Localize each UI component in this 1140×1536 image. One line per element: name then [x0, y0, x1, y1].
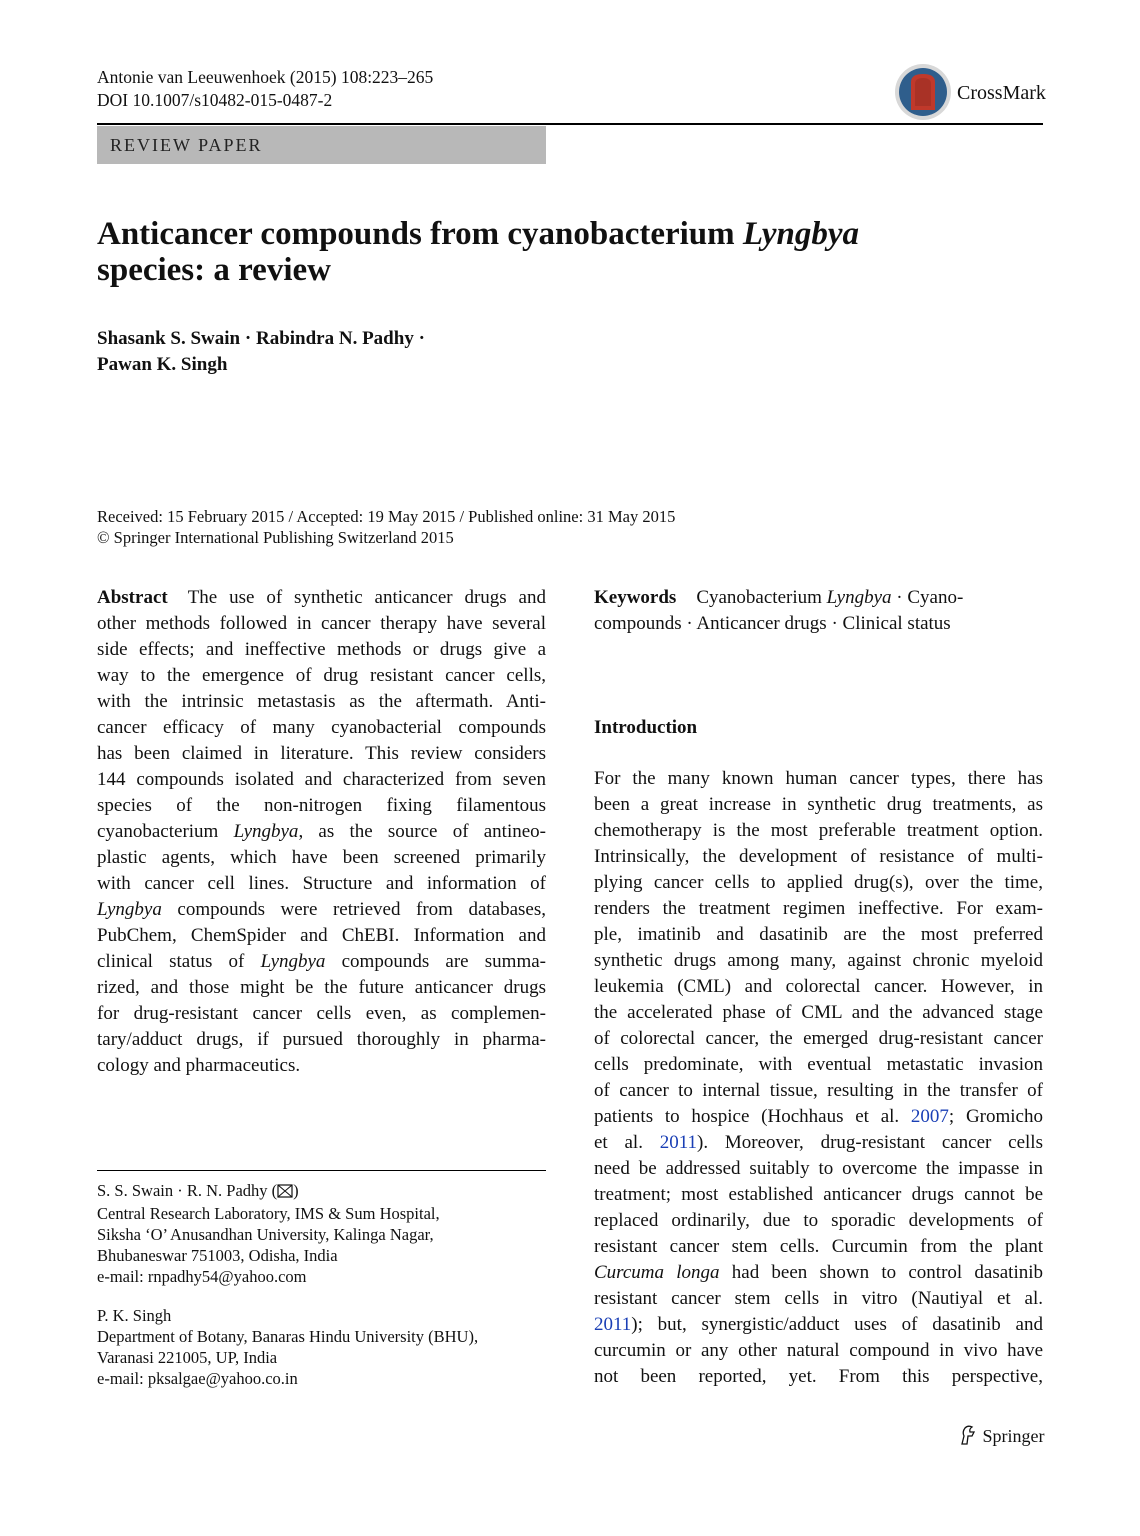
citation-link[interactable]: 2011: [659, 1132, 698, 1153]
publication-dates: [97, 506, 675, 548]
introduction-line: leukemia (CML) and colorectal cancer. However, in: [594, 976, 1043, 997]
introduction-line: 2011); but, synergistic/adduct uses of dasatinib and: [594, 1314, 1043, 1335]
affiliation-names: S. S. Swain · R. N. Padhy (: [97, 1181, 278, 1200]
introduction-line: renders the treatment regimen ineffective. For exam-: [594, 898, 1043, 919]
copyright-line: © Springer International Publishing Switzerland 2015: [97, 528, 454, 547]
author-separator: ·: [240, 328, 256, 349]
author-name[interactable]: Rabindra N. Padhy: [255, 328, 414, 349]
abstract-line: other methods followed in cancer therapy have several: [97, 613, 546, 634]
abstract-line: 144 compounds isolated and characterized from seven: [97, 769, 546, 790]
affiliation-line: Central Research Laboratory, IMS & Sum Hospital,: [97, 1204, 440, 1223]
abstract-line: cyanobacterium Lyngbya, as the source of antineo-: [97, 821, 546, 842]
abstract-heading: Abstract: [97, 587, 168, 608]
keywords-line: compounds · Anticancer drugs · Clinical status: [594, 613, 951, 634]
introduction-line: treatment; most established anticancer drugs cannot be: [594, 1184, 1043, 1205]
introduction-line: plying cancer cells to applied drug(s), over the time,: [594, 872, 1043, 893]
introduction-line: not been reported, yet. From this perspective,: [594, 1366, 1043, 1387]
introduction-line: Intrinsically, the development of resistance of multi-: [594, 846, 1043, 867]
keywords-heading: Keywords: [594, 587, 677, 608]
affiliation-email[interactable]: e-mail: rnpadhy54@yahoo.com: [97, 1267, 307, 1286]
title-part1: Anticancer compounds from cyanobacterium: [97, 216, 743, 252]
introduction-line: of colorectal cancer, the emerged drug-resistant cancer: [594, 1028, 1043, 1049]
introduction-heading: Introduction: [594, 717, 698, 738]
title-part2: species: a review: [97, 252, 331, 288]
introduction-line: resistant cancer stem cells in vitro (Nautiyal et al.: [594, 1288, 1043, 1309]
author-separator: ·: [413, 328, 425, 349]
abstract-line: way to the emergence of drug resistant cancer cells,: [97, 665, 546, 686]
title-italic: Lyngbya: [742, 216, 859, 252]
abstract-line: Abstract The use of synthetic anticancer drugs and: [97, 587, 546, 608]
introduction-body: [594, 766, 1043, 1390]
affiliation-line: Varanasi 221005, UP, India: [97, 1348, 278, 1367]
publisher-logo: [958, 1423, 1045, 1449]
springer-horse-icon: [958, 1424, 978, 1446]
envelope-icon[interactable]: [277, 1182, 293, 1203]
abstract-line: for drug-resistant cancer cells even, as complemen-: [97, 1003, 546, 1024]
introduction-line: chemotherapy is the most preferable treatment option.: [594, 820, 1043, 841]
introduction-line: curcumin or any other natural compound in vivo have: [594, 1340, 1043, 1361]
affiliation-2: [97, 1305, 478, 1389]
doi[interactable]: DOI 10.1007/s10482-015-0487-2: [97, 90, 333, 110]
introduction-line: replaced ordinarily, due to sporadic developments of: [594, 1210, 1043, 1231]
abstract: [97, 585, 546, 1079]
publisher-name: Springer: [982, 1426, 1045, 1446]
introduction-line: the accelerated phase of CML and the advanced stage: [594, 1002, 1043, 1023]
introduction-line: ple, imatinib and dasatinib are the most preferred: [594, 924, 1043, 945]
introduction-line: of cancer to internal tissue, resulting in the transfer of: [594, 1080, 1043, 1101]
introduction-line: patients to hospice (Hochhaus et al. 2007; Gromicho: [594, 1106, 1043, 1127]
affiliation-1: [97, 1180, 440, 1287]
crossmark-badge[interactable]: [893, 62, 1046, 120]
keywords-line: [594, 585, 1043, 611]
abstract-line: tary/adduct drugs, if pursued thoroughly in pharma-: [97, 1029, 546, 1050]
affiliation-email[interactable]: e-mail: pksalgae@yahoo.co.in: [97, 1369, 298, 1388]
crossmark-label: CrossMark: [957, 82, 1046, 104]
affiliation-close: ): [293, 1181, 299, 1200]
introduction-line: been a great increase in synthetic drug treatments, as: [594, 794, 1043, 815]
abstract-line: plastic agents, which have been screened primarily: [97, 847, 546, 868]
abstract-line: with the intrinsic metastasis as the aftermath. Anti-: [97, 691, 546, 712]
introduction-line: need be addressed suitably to overcome the impasse in: [594, 1158, 1043, 1179]
affiliation-line: Bhubaneswar 751003, Odisha, India: [97, 1246, 338, 1265]
abstract-line: cancer efficacy of many cyanobacterial compounds: [97, 717, 546, 738]
abstract-line: Lyngbya compounds were retrieved from databases,: [97, 899, 546, 920]
author-list: [97, 326, 425, 378]
footnote-rule: [97, 1170, 546, 1171]
crossmark-icon: [893, 62, 953, 122]
keywords: [594, 585, 1043, 637]
affiliation-authors: [97, 1180, 440, 1203]
keywords-text: Cyanobacterium Lyngbya · Cyano-: [696, 587, 964, 608]
introduction-line: synthetic drugs among many, against chronic myeloid: [594, 950, 1043, 971]
citation-link[interactable]: 2007: [910, 1106, 949, 1127]
abstract-line: clinical status of Lyngbya compounds are summa-: [97, 951, 546, 972]
abstract-line: cology and pharmaceutics.: [97, 1055, 301, 1076]
dates-line: Received: 15 February 2015 / Accepted: 19 May 2015 / Published online: 31 May 2015: [97, 507, 676, 526]
affiliation-line: Department of Botany, Banaras Hindu University (BHU),: [97, 1327, 479, 1346]
introduction-line: cells predominate, with eventual metastatic invasion: [594, 1054, 1043, 1075]
abstract-line: with cancer cell lines. Structure and information of: [97, 873, 546, 894]
affiliation-authors: P. K. Singh: [97, 1306, 172, 1325]
abstract-line: species of the non-nitrogen fixing filamentous: [97, 795, 546, 816]
introduction-line: resistant cancer stem cells. Curcumin from the plant: [594, 1236, 1043, 1257]
introduction-line: Curcuma longa had been shown to control dasatinib: [594, 1262, 1044, 1283]
abstract-line: PubChem, ChemSpider and ChEBI. Information and: [97, 925, 546, 946]
abstract-line: has been claimed in literature. This review considers: [97, 743, 546, 764]
abstract-line: rized, and those might be the future anticancer drugs: [97, 977, 546, 998]
header-rule: [97, 123, 1043, 125]
section-label: REVIEW PAPER: [97, 126, 546, 164]
introduction-line: et al. 2011). Moreover, drug-resistant cancer cells: [594, 1132, 1043, 1153]
journal-citation: Antonie van Leeuwenhoek (2015) 108:223–265: [97, 67, 434, 87]
author-name[interactable]: Shasank S. Swain: [97, 328, 241, 349]
introduction-line: For the many known human cancer types, there has: [594, 768, 1043, 789]
affiliation-line: Siksha ‘O’ Anusandhan University, Kalinga Nagar,: [97, 1225, 434, 1244]
abstract-line: side effects; and ineffective methods or drugs give a: [97, 639, 546, 660]
paper-title: [97, 216, 997, 288]
citation-link[interactable]: 2011: [594, 1314, 632, 1335]
author-name[interactable]: Pawan K. Singh: [97, 354, 228, 375]
